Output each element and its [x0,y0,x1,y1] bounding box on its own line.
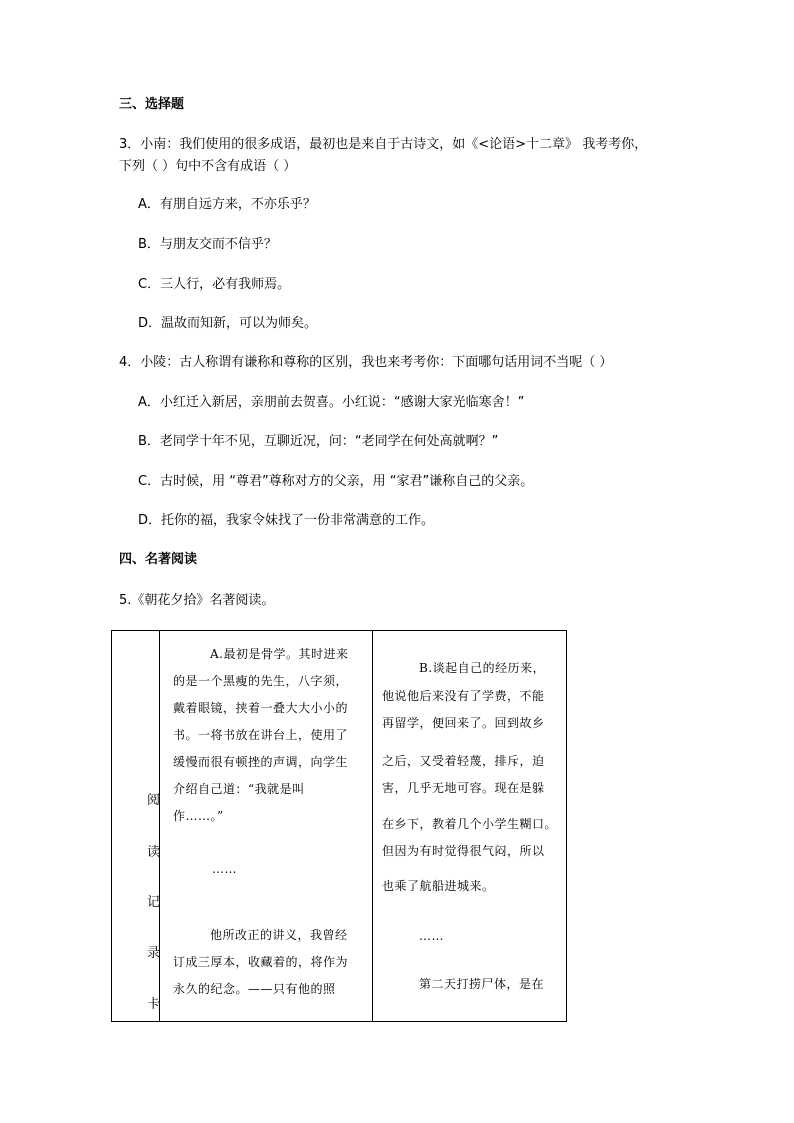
passage-a-column [160,631,373,1021]
passage-a-line: 作……。” [173,809,224,823]
question-3-option-d: D．温故而知新，可以为师矣。 [138,316,318,331]
passage-b-line: 再留学，便回来了。回到故乡 [382,716,545,730]
passage-a-line: 戴着眼镜，挟着一叠大大小小的 [173,701,349,715]
passage-a-line: A.最初是骨学。其时进来 [210,647,349,661]
reading-record-card-table [111,630,567,1022]
passage-a-line: 介绍自己道：“我就是叫 [173,782,305,796]
passage-a-ellipsis: …… [212,862,237,876]
passage-b-line: 第二天打捞尸体，是在 [419,977,545,991]
passage-b-line: 害，几乎无地可容。现在是躲 [382,781,545,795]
passage-b-line: 之后，又受着轻蔑，排斥，迫 [382,754,545,768]
passage-b-line: 在乡下，教着几个小学生糊口。 [382,817,558,831]
passage-a-line: 订成三厚本，收藏着的，将作为 [173,955,349,969]
table-left-column [112,631,160,1021]
passage-b-ellipsis: …… [419,929,444,943]
question-4-line-1: 4．小陵：古人称谓有谦称和尊称的区别，我也来考考你：下面哪句话用词不当呢（ ） [119,355,613,370]
passage-b-line: 也乘了航船进城来。 [382,879,495,893]
left-char: 卡 [147,997,161,1012]
passage-a-line: 永久的纪念。——只有他的照 [173,982,336,996]
passage-b-line: 他说他后来没有了学费，不能 [382,689,545,703]
question-3-option-b: B．与朋友交而不信乎？ [138,237,277,252]
question-4-option-a: A．小红迁入新居，亲朋前去贺喜。小红说：“感谢大家光临寒舍！” [138,395,525,410]
question-3-line-2: 下列（ ）句中不含有成语（ ） [119,159,297,174]
question-4-option-c: C．古时候，用 “尊君”尊称对方的父亲，用 “家君”谦称自己的父亲。 [138,474,534,489]
section-title-reading: 四、名著阅读 [119,552,198,567]
passage-a-line: 缓慢而很有顿挫的声调，向学生 [173,755,349,769]
question-3-line-1: 3．小南：我们使用的很多成语，最初也是来自于古诗文，如《<论语>十二章》 我考考你， [119,137,648,152]
left-char: 录 [147,946,161,961]
question-4-option-b: B．老同学十年不见，互聊近况，问：“老同学在何处高就啊？” [138,434,499,449]
question-4-option-d: D．托你的福，我家令妹找了一份非常满意的工作。 [138,513,435,528]
passage-b-column [373,631,567,1021]
question-5: 5.《朝花夕拾》名著阅读。 [119,593,275,608]
passage-a-line: 他所改正的讲义，我曾经 [210,928,348,942]
left-char: 阅 [147,793,161,808]
passage-b-line: B.谈起自己的经历来， [419,661,546,675]
passage-b-line: 但因为有时觉得很气闷，所以 [382,844,545,858]
left-char: 读 [147,845,161,860]
question-3-option-a: A．有朋自远方来，不亦乐乎？ [138,197,316,212]
section-title-choice: 三、选择题 [119,97,185,112]
passage-a-line: 书。一将书放在讲台上，使用了 [173,728,349,742]
left-char: 记 [147,895,161,910]
question-3-option-c: C．三人行，必有我师焉。 [138,277,291,292]
passage-a-line: 的是一个黑瘦的先生，八字须， [173,674,349,688]
